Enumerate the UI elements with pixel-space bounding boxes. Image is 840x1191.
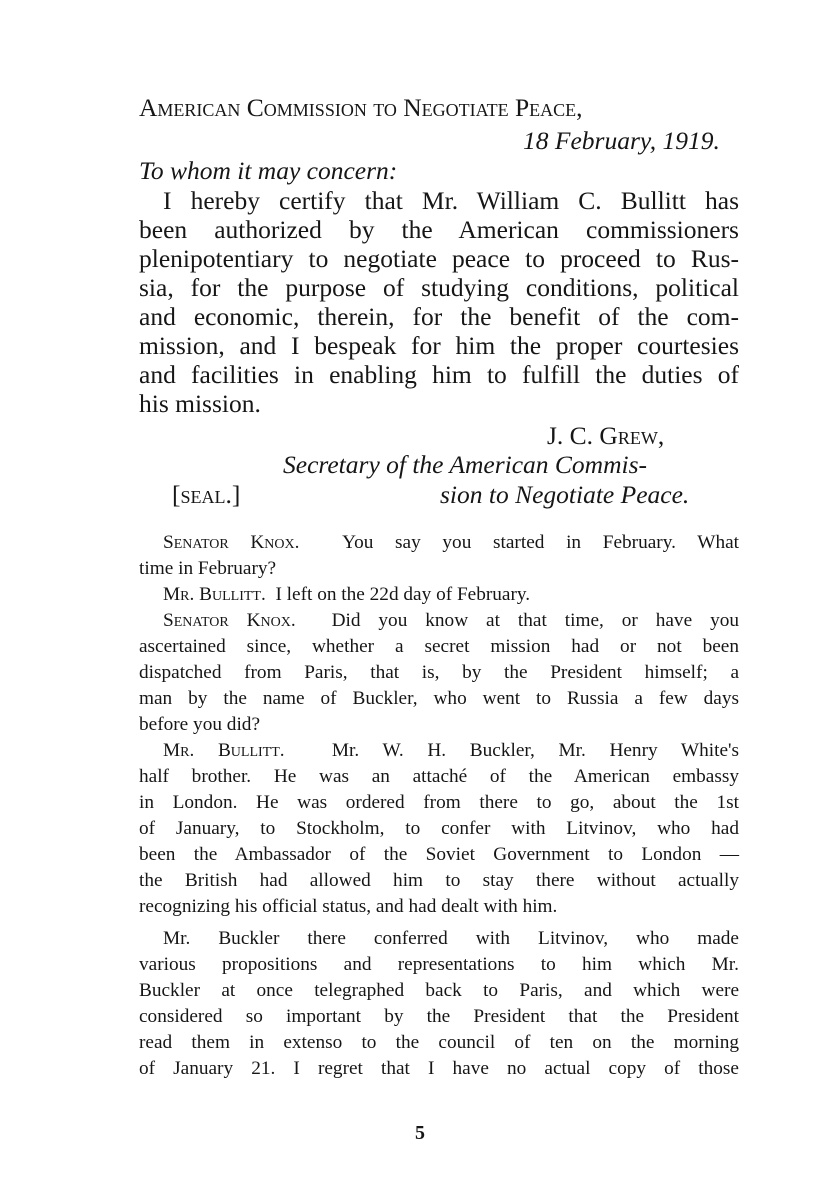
- testimony-line: of January 21. I regret that I have no actual copy of those: [139, 1058, 739, 1079]
- speaker-name: Senator Knox.: [163, 532, 300, 553]
- testimony-line: been the Ambassador of the Soviet Government to London —: [139, 844, 739, 865]
- testimony-line: read them in extenso to the council of ten on the morning: [139, 1032, 739, 1053]
- letter-body-line: his mission.: [139, 389, 261, 418]
- letter-body-line: been authorized by the American commissioners: [139, 215, 739, 244]
- testimony-line: Mr. Bullitt. I left on the 22d day of February.: [163, 584, 531, 605]
- testimony-line: half brother. He was an attaché of the American embassy: [139, 766, 739, 787]
- testimony-line: in London. He was ordered from there to go, about the 1st: [139, 792, 739, 813]
- signatory-title-line-2: sion to Negotiate Peace.: [440, 480, 690, 509]
- testimony-line: time in February?: [139, 558, 277, 579]
- testimony-line: various propositions and representations to him which Mr.: [139, 954, 739, 975]
- testimony-line: Senator Knox. You say you started in February. What: [163, 532, 739, 553]
- testimony-line: of January, to Stockholm, to confer with Litvinov, who had: [139, 818, 739, 839]
- page-number: 5: [415, 1122, 425, 1144]
- letter-body-line: mission, and I bespeak for him the proper courtesies: [139, 331, 739, 360]
- speaker-name: Senator Knox.: [163, 610, 296, 631]
- testimony-line: Buckler at once telegraphed back to Paris, and which were: [139, 980, 739, 1001]
- commission-heading: American Commission to Negotiate Peace,: [139, 93, 583, 122]
- testimony-line: dispatched from Paris, that is, by the President himself; a: [139, 662, 739, 683]
- seal-mark: [seal.]: [172, 480, 241, 509]
- letter-body-line: and economic, therein, for the benefit of the com-: [139, 302, 739, 331]
- testimony-line: Mr. Bullitt. Mr. W. H. Buckler, Mr. Henry White's: [163, 740, 740, 761]
- testimony-line: Senator Knox. Did you know at that time, or have you: [163, 610, 739, 631]
- testimony-line: recognizing his official status, and had dealt with him.: [139, 896, 558, 917]
- speaker-name: Mr. Bullitt.: [163, 740, 285, 761]
- letter-body-line: plenipotentiary to negotiate peace to proceed to Rus-: [139, 244, 739, 273]
- signature: J. C. Grew,: [547, 421, 665, 450]
- testimony-line: the British had allowed him to stay there without actually: [139, 870, 739, 891]
- testimony-line: ascertained since, whether a secret mission had or not been: [139, 636, 739, 657]
- letter-body-line: I hereby certify that Mr. William C. Bullitt has: [163, 186, 739, 215]
- testimony-line: Mr. Buckler there conferred with Litvinov, who made: [163, 928, 739, 949]
- testimony-line: considered so important by the President that the President: [139, 1006, 739, 1027]
- speaker-name: Mr. Bullitt.: [163, 584, 266, 605]
- letter-date: 18 February, 1919.: [523, 126, 720, 155]
- signatory-title-line-1: Secretary of the American Commis-: [283, 450, 648, 479]
- salutation: To whom it may concern:: [139, 156, 398, 185]
- letter-body-line: sia, for the purpose of studying conditions, political: [139, 273, 739, 302]
- testimony-line: man by the name of Buckler, who went to Russia a few days: [139, 688, 739, 709]
- testimony-line: before you did?: [139, 714, 260, 735]
- letter-body-line: and facilities in enabling him to fulfill the duties of: [139, 360, 739, 389]
